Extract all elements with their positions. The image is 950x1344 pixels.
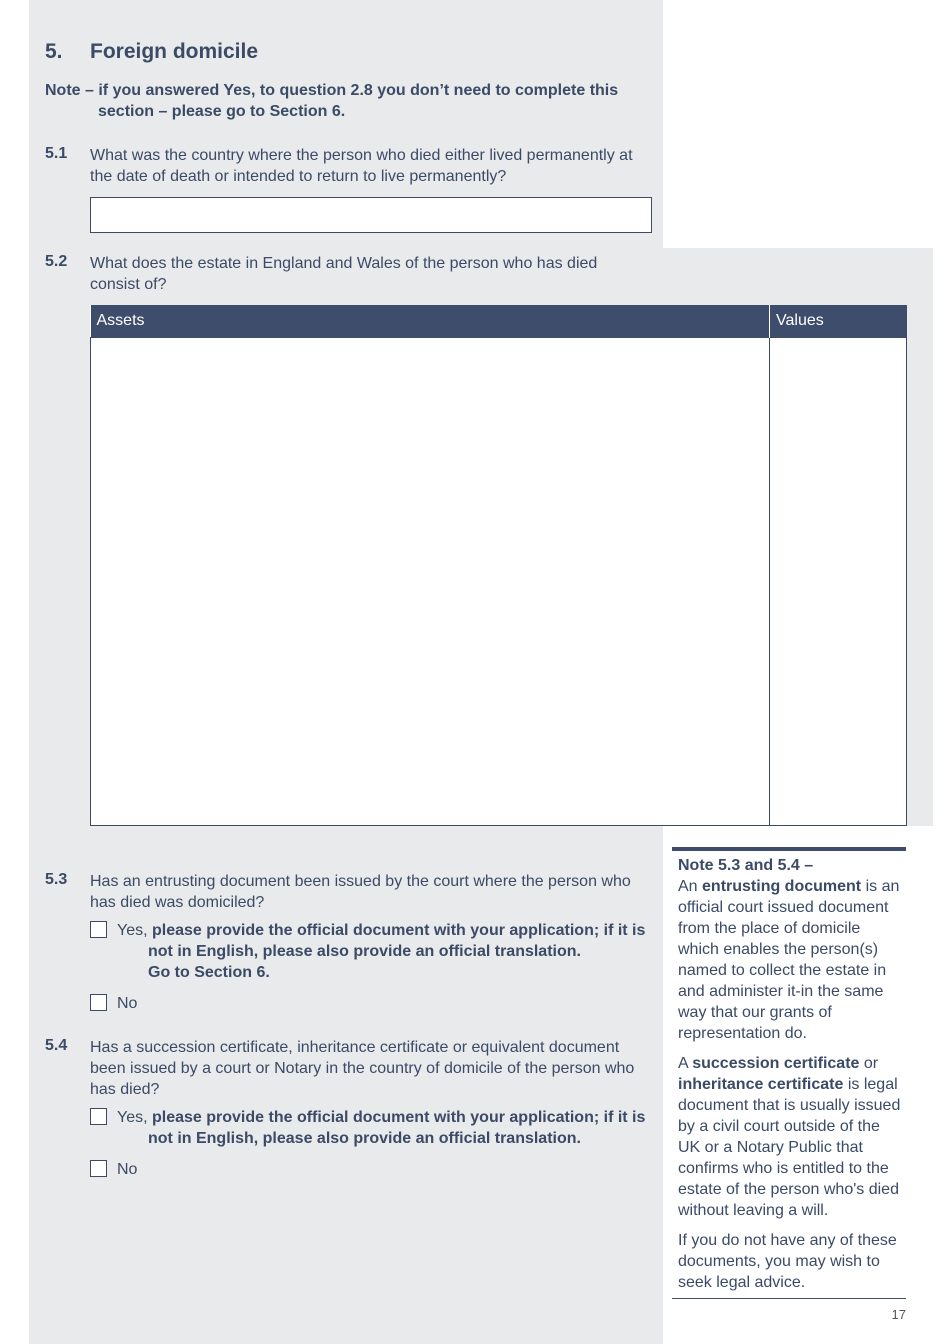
question-number-5-1: 5.1 [45,145,68,162]
sidebar-top-rule [672,847,906,851]
section-title: Foreign domicile [90,40,259,63]
sidebar-paragraph-1 [678,876,904,1044]
option-5-4-no-label: No [117,1161,138,1178]
option-5-3-no[interactable] [90,993,137,1014]
question-text-5-3: Has an entrusting document been issued by the court where the person who has died was domiciled? [90,873,631,911]
assets-column-header: Assets [91,305,770,338]
assets-table-header [91,305,907,338]
country-of-domicile-input[interactable] [90,197,652,233]
option-5-4-yes-instruction-2: not in English, please also provide an official translation. [148,1130,581,1147]
option-5-3-yes[interactable] [90,920,660,983]
sidebar-p2-text-a: A [678,1055,693,1072]
sidebar-p2-text-c: or [859,1055,879,1072]
question-number-5-3: 5.3 [45,871,68,888]
page-number: 17 [891,1307,906,1322]
option-5-3-no-label: No [117,995,138,1012]
note-line-1: if you answered Yes, to question 2.8 you don’t need to complete this [98,82,619,99]
checkbox-5-3-yes[interactable] [90,921,107,938]
assets-entry-cell[interactable] [91,338,770,826]
sidebar-p1-text-c: is an official court issued document from the place of domicile which enables the person(s) named to collect the estate in and administer it-in the same way that our grants of representation do. [678,878,900,1042]
checkbox-5-4-no[interactable] [90,1160,107,1177]
note-prefix: Note – [45,82,99,99]
section-number: 5. [45,40,63,63]
question-text-5-1: What was the country where the person who died either lived permanently at the date of death or intended to return to live permanently? [90,147,633,185]
sidebar-heading: Note 5.3 and 5.4 – [678,857,814,874]
option-5-4-yes-label: Yes, [117,1109,152,1126]
table-row [91,338,907,826]
question-number-5-2: 5.2 [45,253,68,270]
sidebar-term-succession-certificate: succession certificate [692,1055,860,1072]
option-5-3-yes-instruction-1: please provide the official document with your application; if it is [152,922,646,939]
option-5-4-no[interactable] [90,1159,137,1180]
values-entry-cell[interactable] [770,338,907,826]
question-text-5-4: Has a succession certificate, inheritance certificate or equivalent document been issued by a court or Notary in the country of domicile of the person who has died? [90,1039,635,1098]
option-5-4-yes[interactable] [90,1107,660,1149]
sidebar-p2-text-e: is legal document that is usually issued by a civil court outside of the UK or a Notary Public that confirms who is entitled to the estate of the person who's died without leaving a will. [678,1076,901,1219]
question-number-5-4: 5.4 [45,1037,68,1054]
sidebar-note [678,855,904,1302]
sidebar-term-inheritance-certificate: inheritance certificate [678,1076,844,1093]
checkbox-5-4-yes[interactable] [90,1108,107,1125]
checkbox-5-3-no[interactable] [90,994,107,1011]
values-column-header: Values [770,305,907,338]
option-5-4-yes-instruction-1: please provide the official document with your application; if it is [152,1109,646,1126]
option-5-3-yes-instruction-2: not in English, please also provide an official translation. [148,943,581,960]
assets-table [90,305,907,826]
note-line-2: section – please go to Section 6. [98,103,346,120]
question-text-5-2: What does the estate in England and Wales of the person who has died consist of? [90,255,598,293]
sidebar-term-entrusting-document: entrusting document [702,878,862,895]
sidebar-paragraph-3: If you do not have any of these documents, you may wish to seek legal advice. [678,1232,897,1291]
section-note [45,80,655,122]
sidebar-bottom-rule [672,1298,906,1299]
sidebar-p1-text-a: An [678,878,703,895]
sidebar-paragraph-2 [678,1053,904,1221]
option-5-3-yes-instruction-3: Go to Section 6. [148,964,270,981]
option-5-3-yes-label: Yes, [117,922,152,939]
